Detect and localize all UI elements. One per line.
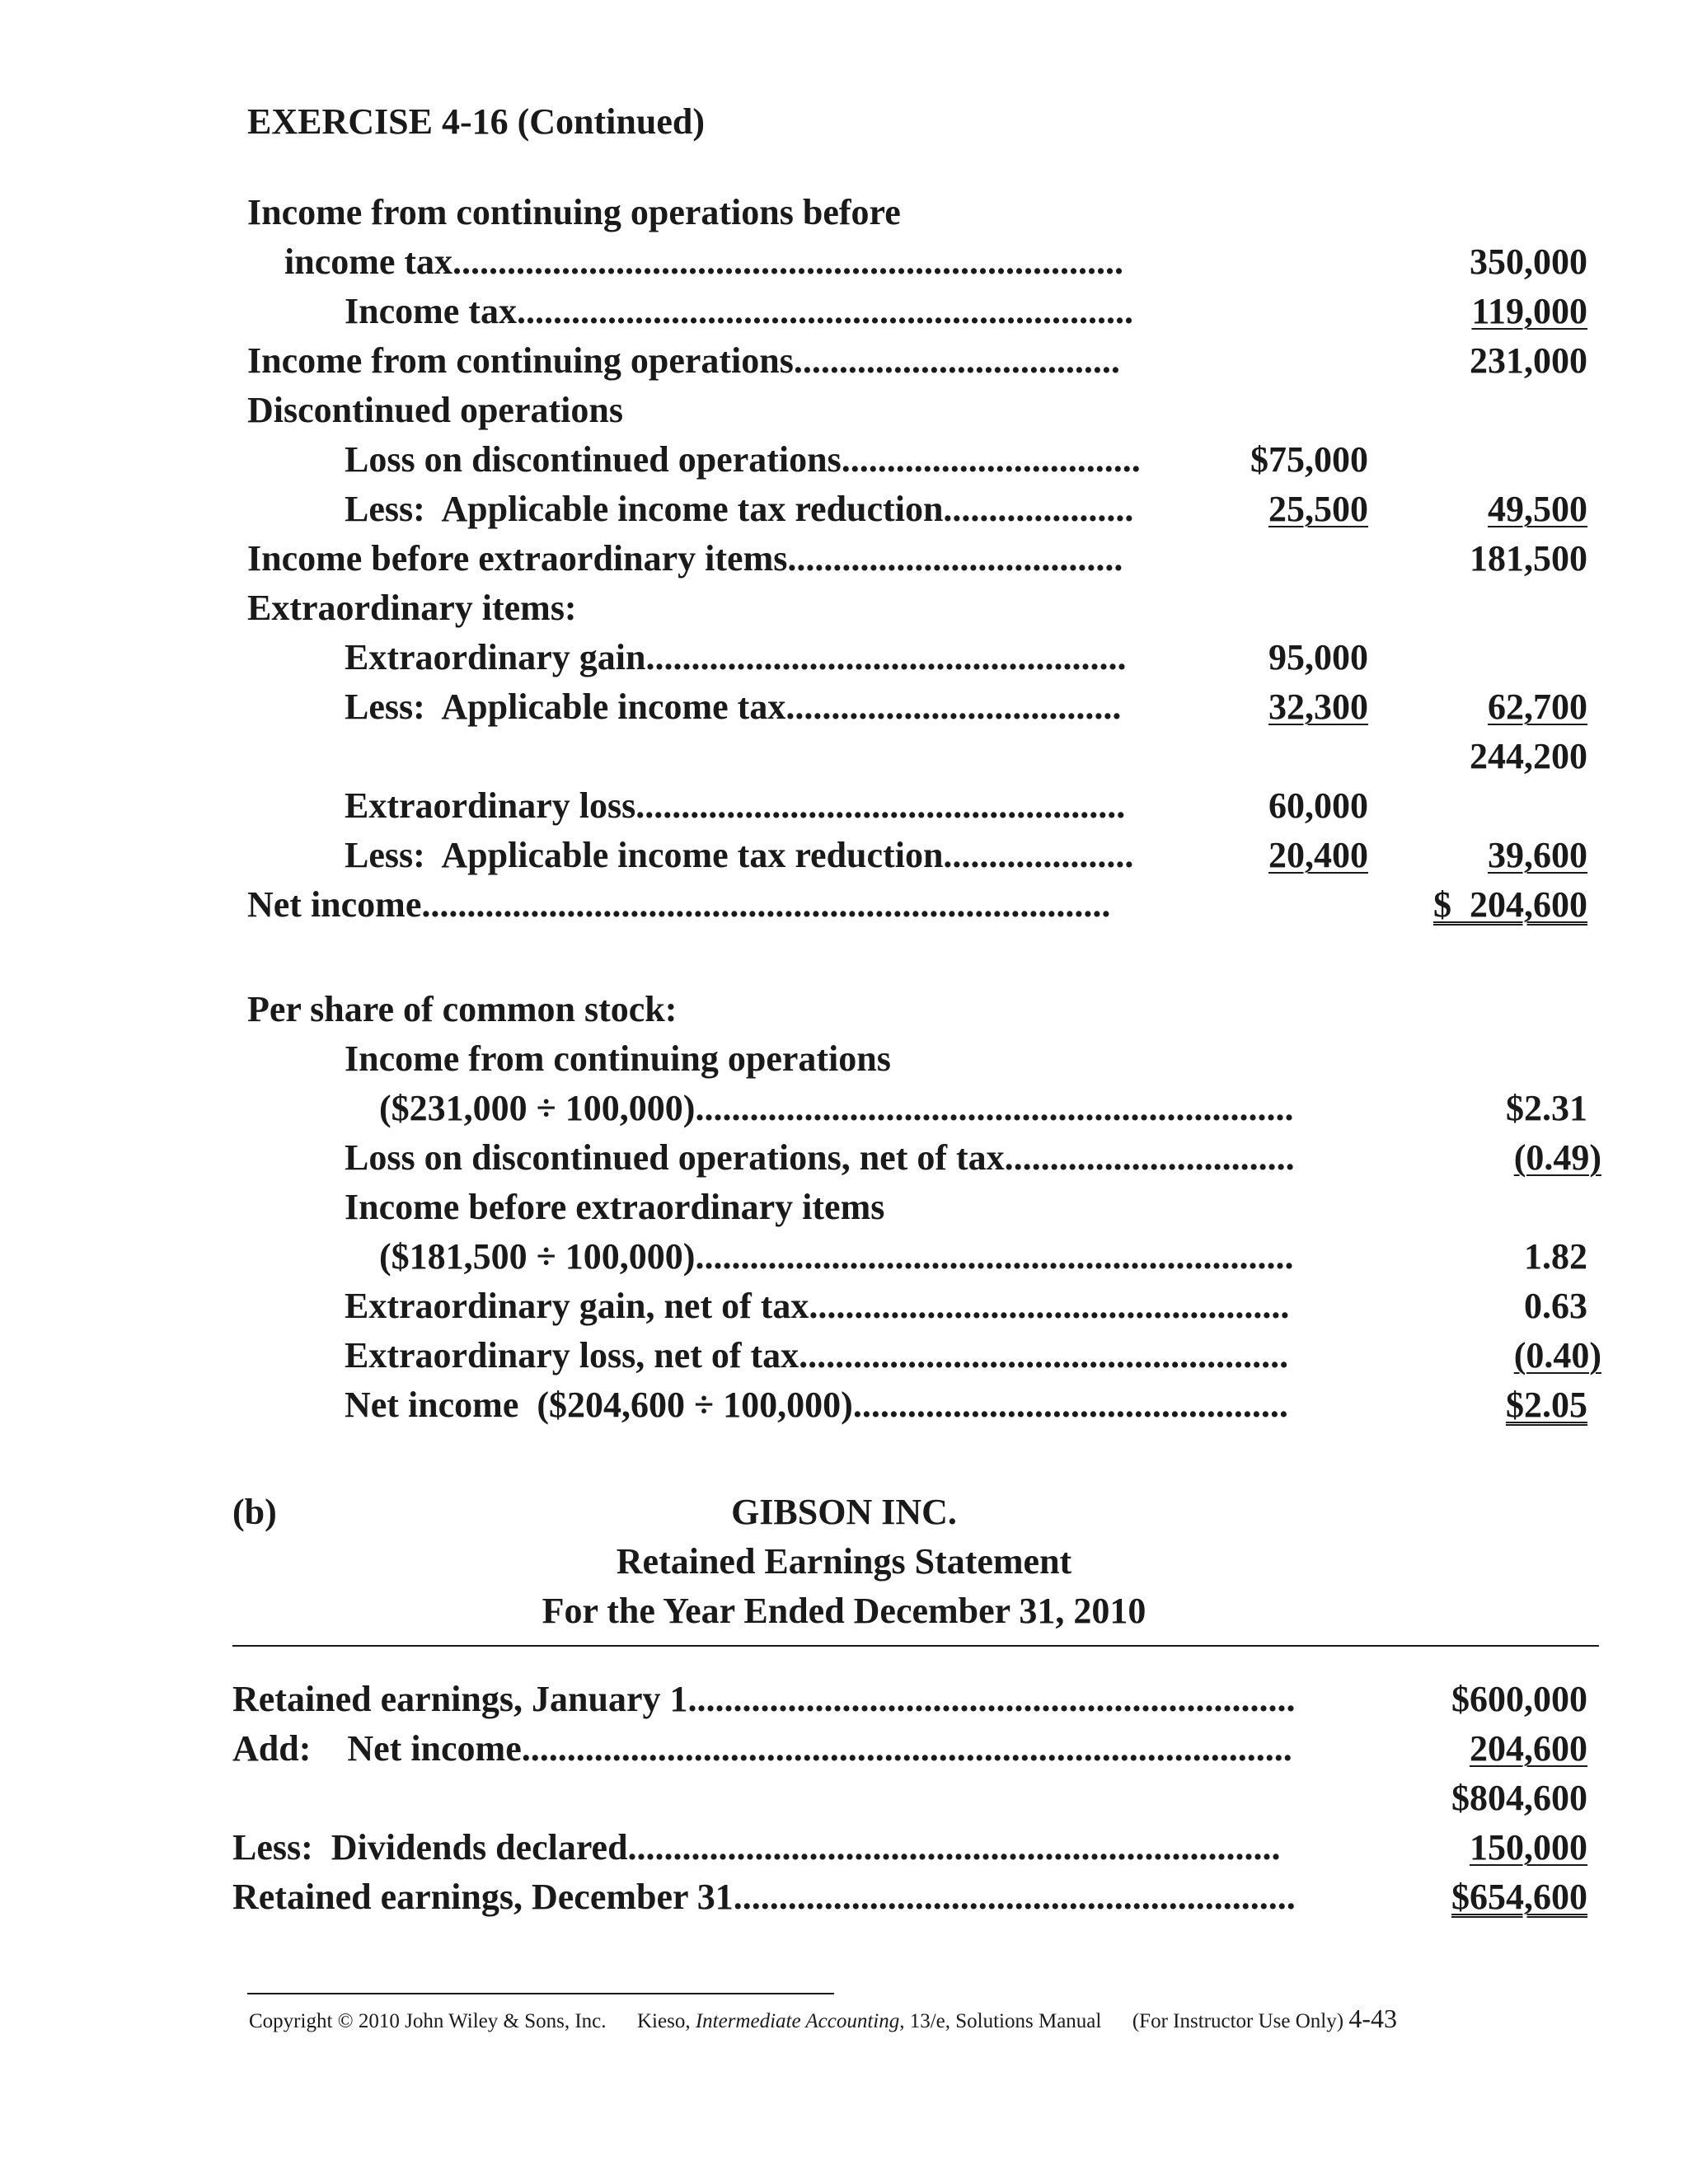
per-share-value: 1.82 — [1524, 1236, 1587, 1277]
row-label: ($231,000 ÷ 100,000).................................................................. — [379, 1088, 1294, 1128]
row-label: Net income ($204,600 ÷ 100,000)................................................ — [345, 1385, 1288, 1425]
row-label: ($181,500 ÷ 100,000).................................................................. — [379, 1236, 1294, 1277]
row-label: Less: Applicable income tax reduction..................... — [345, 835, 1134, 875]
section-heading: Extraordinary items: — [247, 588, 577, 628]
statement-period: For the Year Ended December 31, 2010 — [542, 1591, 1146, 1631]
row-label: Extraordinary gain..................................................... — [345, 637, 1127, 677]
row-label: Less: Applicable income tax reduction..................... — [345, 489, 1134, 529]
company-name: GIBSON INC. — [731, 1492, 957, 1532]
row-label: income tax.......................................................................... — [284, 241, 1124, 282]
footer-author: Kieso, — [637, 2010, 696, 2032]
amount: 39,600 — [1488, 835, 1587, 875]
row-label: Loss on discontinued operations................................. — [345, 439, 1141, 480]
row-label: Less: Applicable income tax..................................... — [345, 687, 1122, 727]
amount: 95,000 — [1268, 637, 1368, 677]
row-label: Income before extraordinary items — [345, 1187, 885, 1227]
amount: 49,500 — [1488, 489, 1587, 529]
row-label: Extraordinary loss...................................................... — [345, 785, 1126, 826]
footer-edition: 13/e, Solutions Manual — [904, 2010, 1102, 2032]
net-income-amount: $ 204,600 — [1433, 884, 1587, 925]
row-label: Income from continuing operations — [345, 1038, 891, 1079]
row-label: Extraordinary loss, net of tax...................................................... — [345, 1335, 1289, 1376]
footer — [249, 2004, 1397, 2036]
amount: 204,600 — [1470, 1728, 1587, 1769]
amount: $75,000 — [1250, 439, 1368, 480]
amount: 60,000 — [1268, 785, 1368, 826]
per-share-net-income: $2.05 — [1506, 1385, 1587, 1425]
page-title: EXERCISE 4-16 (Continued) — [247, 101, 705, 142]
per-share-value: (0.40) — [1513, 1335, 1601, 1376]
amount: 231,000 — [1470, 340, 1587, 381]
footer-note: (For Instructor Use Only) — [1132, 2010, 1344, 2032]
per-share-value: 0.63 — [1524, 1286, 1587, 1326]
row-label: Loss on discontinued operations, net of tax................................ — [345, 1137, 1295, 1178]
amount: 350,000 — [1470, 241, 1587, 282]
page-number: 4-43 — [1348, 2004, 1397, 2033]
row-label: Less: Dividends declared........................................................................ — [232, 1827, 1281, 1868]
row-label: Income from continuing operations before — [247, 192, 901, 232]
statement-title: Retained Earnings Statement — [616, 1541, 1072, 1582]
row-label: Retained earnings, December 31.............................................................. — [232, 1877, 1296, 1917]
amount: $804,600 — [1451, 1778, 1587, 1818]
section-heading: Per share of common stock: — [247, 989, 678, 1029]
row-label: Income before extraordinary items..................................... — [247, 538, 1123, 579]
amount: 181,500 — [1470, 538, 1587, 579]
footer-rule — [247, 1993, 834, 1994]
amount: 244,200 — [1470, 736, 1587, 776]
per-share-value: (0.49) — [1513, 1137, 1601, 1178]
amount: 119,000 — [1471, 291, 1587, 331]
footer-book-title: Intermediate Accounting, — [695, 2010, 905, 2032]
row-label: Add: Net income..................................................................................... — [232, 1728, 1292, 1769]
copyright: Copyright © 2010 John Wiley & Sons, Inc. — [249, 2010, 607, 2032]
per-share-value: $2.31 — [1506, 1088, 1587, 1128]
amount: 20,400 — [1268, 835, 1368, 875]
amount: 25,500 — [1268, 489, 1368, 529]
divider — [232, 1645, 1599, 1647]
row-label: Retained earnings, January 1................................................................... — [232, 1679, 1296, 1719]
amount: $600,000 — [1451, 1679, 1587, 1719]
amount: 32,300 — [1268, 687, 1368, 727]
section-heading: Discontinued operations — [247, 390, 623, 430]
row-label: Income tax.................................................................... — [345, 291, 1133, 331]
amount: 62,700 — [1488, 687, 1587, 727]
row-label: Net income............................................................................ — [247, 884, 1111, 925]
row-label: Extraordinary gain, net of tax..................................................... — [345, 1286, 1290, 1326]
ending-balance-amount: $654,600 — [1451, 1877, 1587, 1917]
amount: 150,000 — [1470, 1827, 1587, 1868]
part-label: (b) — [232, 1492, 277, 1532]
row-label: Income from continuing operations.................................... — [247, 340, 1120, 381]
